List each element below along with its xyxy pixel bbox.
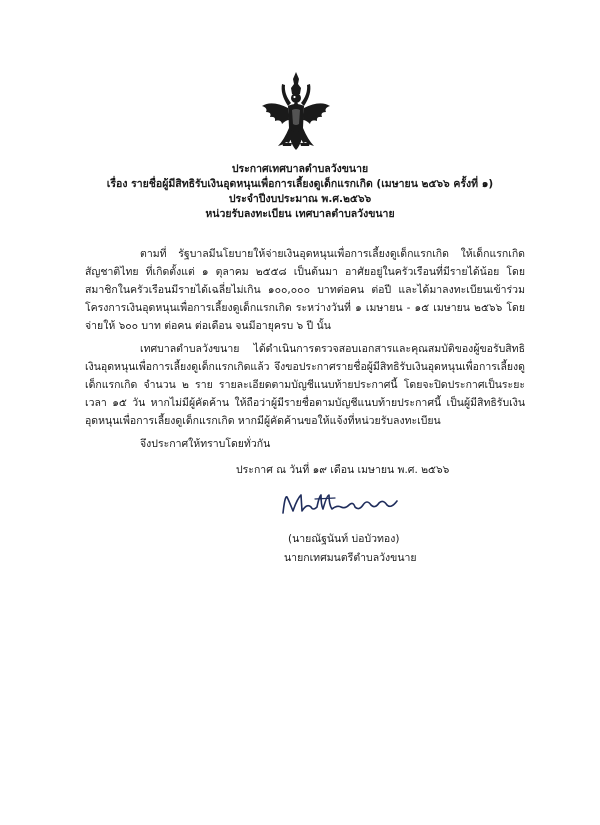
body-paragraph-2: เทศบาลตำบลวังขนาย ได้ดำเนินการตรวจสอบเอกสารและคุณสมบัติของผู้ขอรับสิทธิเงินอุดหนุนเพื่อการเลี้ยงดูเด็กแรกเกิดแล้ว จึงขอประกาศรายชื่อผู้มีสิทธิรับเงินอุดหนุนเพื่อการเลี้ยงดูเด็กแรกเกิด จำนวน ๒ ราย รายละเอียดตามบัญชีแนบท้ายประกาศนี้ โดยจะปิดประกาศเป็นระยะเวลา ๑๕ วัน หากไม่มีผู้คัดค้าน ให้ถือว่าผู้มีรายชื่อตามบัญชีแนบท้ายประกาศนี้ เป็นผู้มีสิทธิรับเงินอุดหนุนเพื่อการเลี้ยงดูเด็กแรกเกิด หากมีผู้คัดค้านขอให้แจ้งที่หน่วยรับลงทะเบียน (85, 343, 525, 427)
body-paragraph-1: ตามที่ รัฐบาลมีนโยบายให้จ่ายเงินอุดหนุนเพื่อการเลี้ยงดูเด็กแรกเกิด ให้เด็กแรกเกิดสัญชาติไทย ที่เกิดตั้งแต่ ๑ ตุลาคม ๒๕๕๘ เป็นต้นมา อาศัยอยู่ในครัวเรือนที่มีรายได้น้อย โดยสมาชิกในครัวเรือนมีรายได้เฉลี่ยไม่เกิน ๑๐๐,๐๐๐ บาทต่อคน ต่อปี และได้มาลงทะเบียนเข้าร่วมโครงการเงินอุดหนุนเพื่อการเลี้ยงดูเด็กแรกเกิด ระหว่างวันที่ ๑ เมษายน - ๑๕ เมษายน ๒๕๖๖ โดยจ่ายให้ ๖๐๐ บาท ต่อคน ต่อเดือน จนมีอายุครบ ๖ ปี นั้น (85, 248, 525, 332)
announcement-date: ประกาศ ณ วันที่ ๑๙ เดือน เมษายน พ.ศ. ๒๕๖๖ (236, 464, 450, 476)
signer-name: (นายณัฐนันท์ บ่อบัวทอง) (288, 533, 400, 545)
announcement-subject: เรื่อง รายชื่อผู้มีสิทธิรับเงินอุดหนุนเพื่อการเลี้ยงดูเด็กแรกเกิด (เมษายน ๒๕๖๖ ครั้งที่ ๑) (106, 178, 494, 190)
handwritten-signature (275, 487, 405, 521)
registration-unit: หน่วยรับลงทะเบียน เทศบาลตำบลวังขนาย (205, 208, 395, 220)
announcement-title: ประกาศเทศบาลตำบลวังขนาย (231, 163, 369, 175)
signer-position: นายกเทศมนตรีตำบลวังขนาย (284, 552, 417, 564)
fiscal-year: ประจำปีงบประมาณ พ.ศ.๒๕๖๖ (228, 193, 372, 205)
body-paragraph-3: จึงประกาศให้ทราบโดยทั่วกัน (140, 438, 271, 450)
garuda-emblem-icon (258, 70, 334, 158)
